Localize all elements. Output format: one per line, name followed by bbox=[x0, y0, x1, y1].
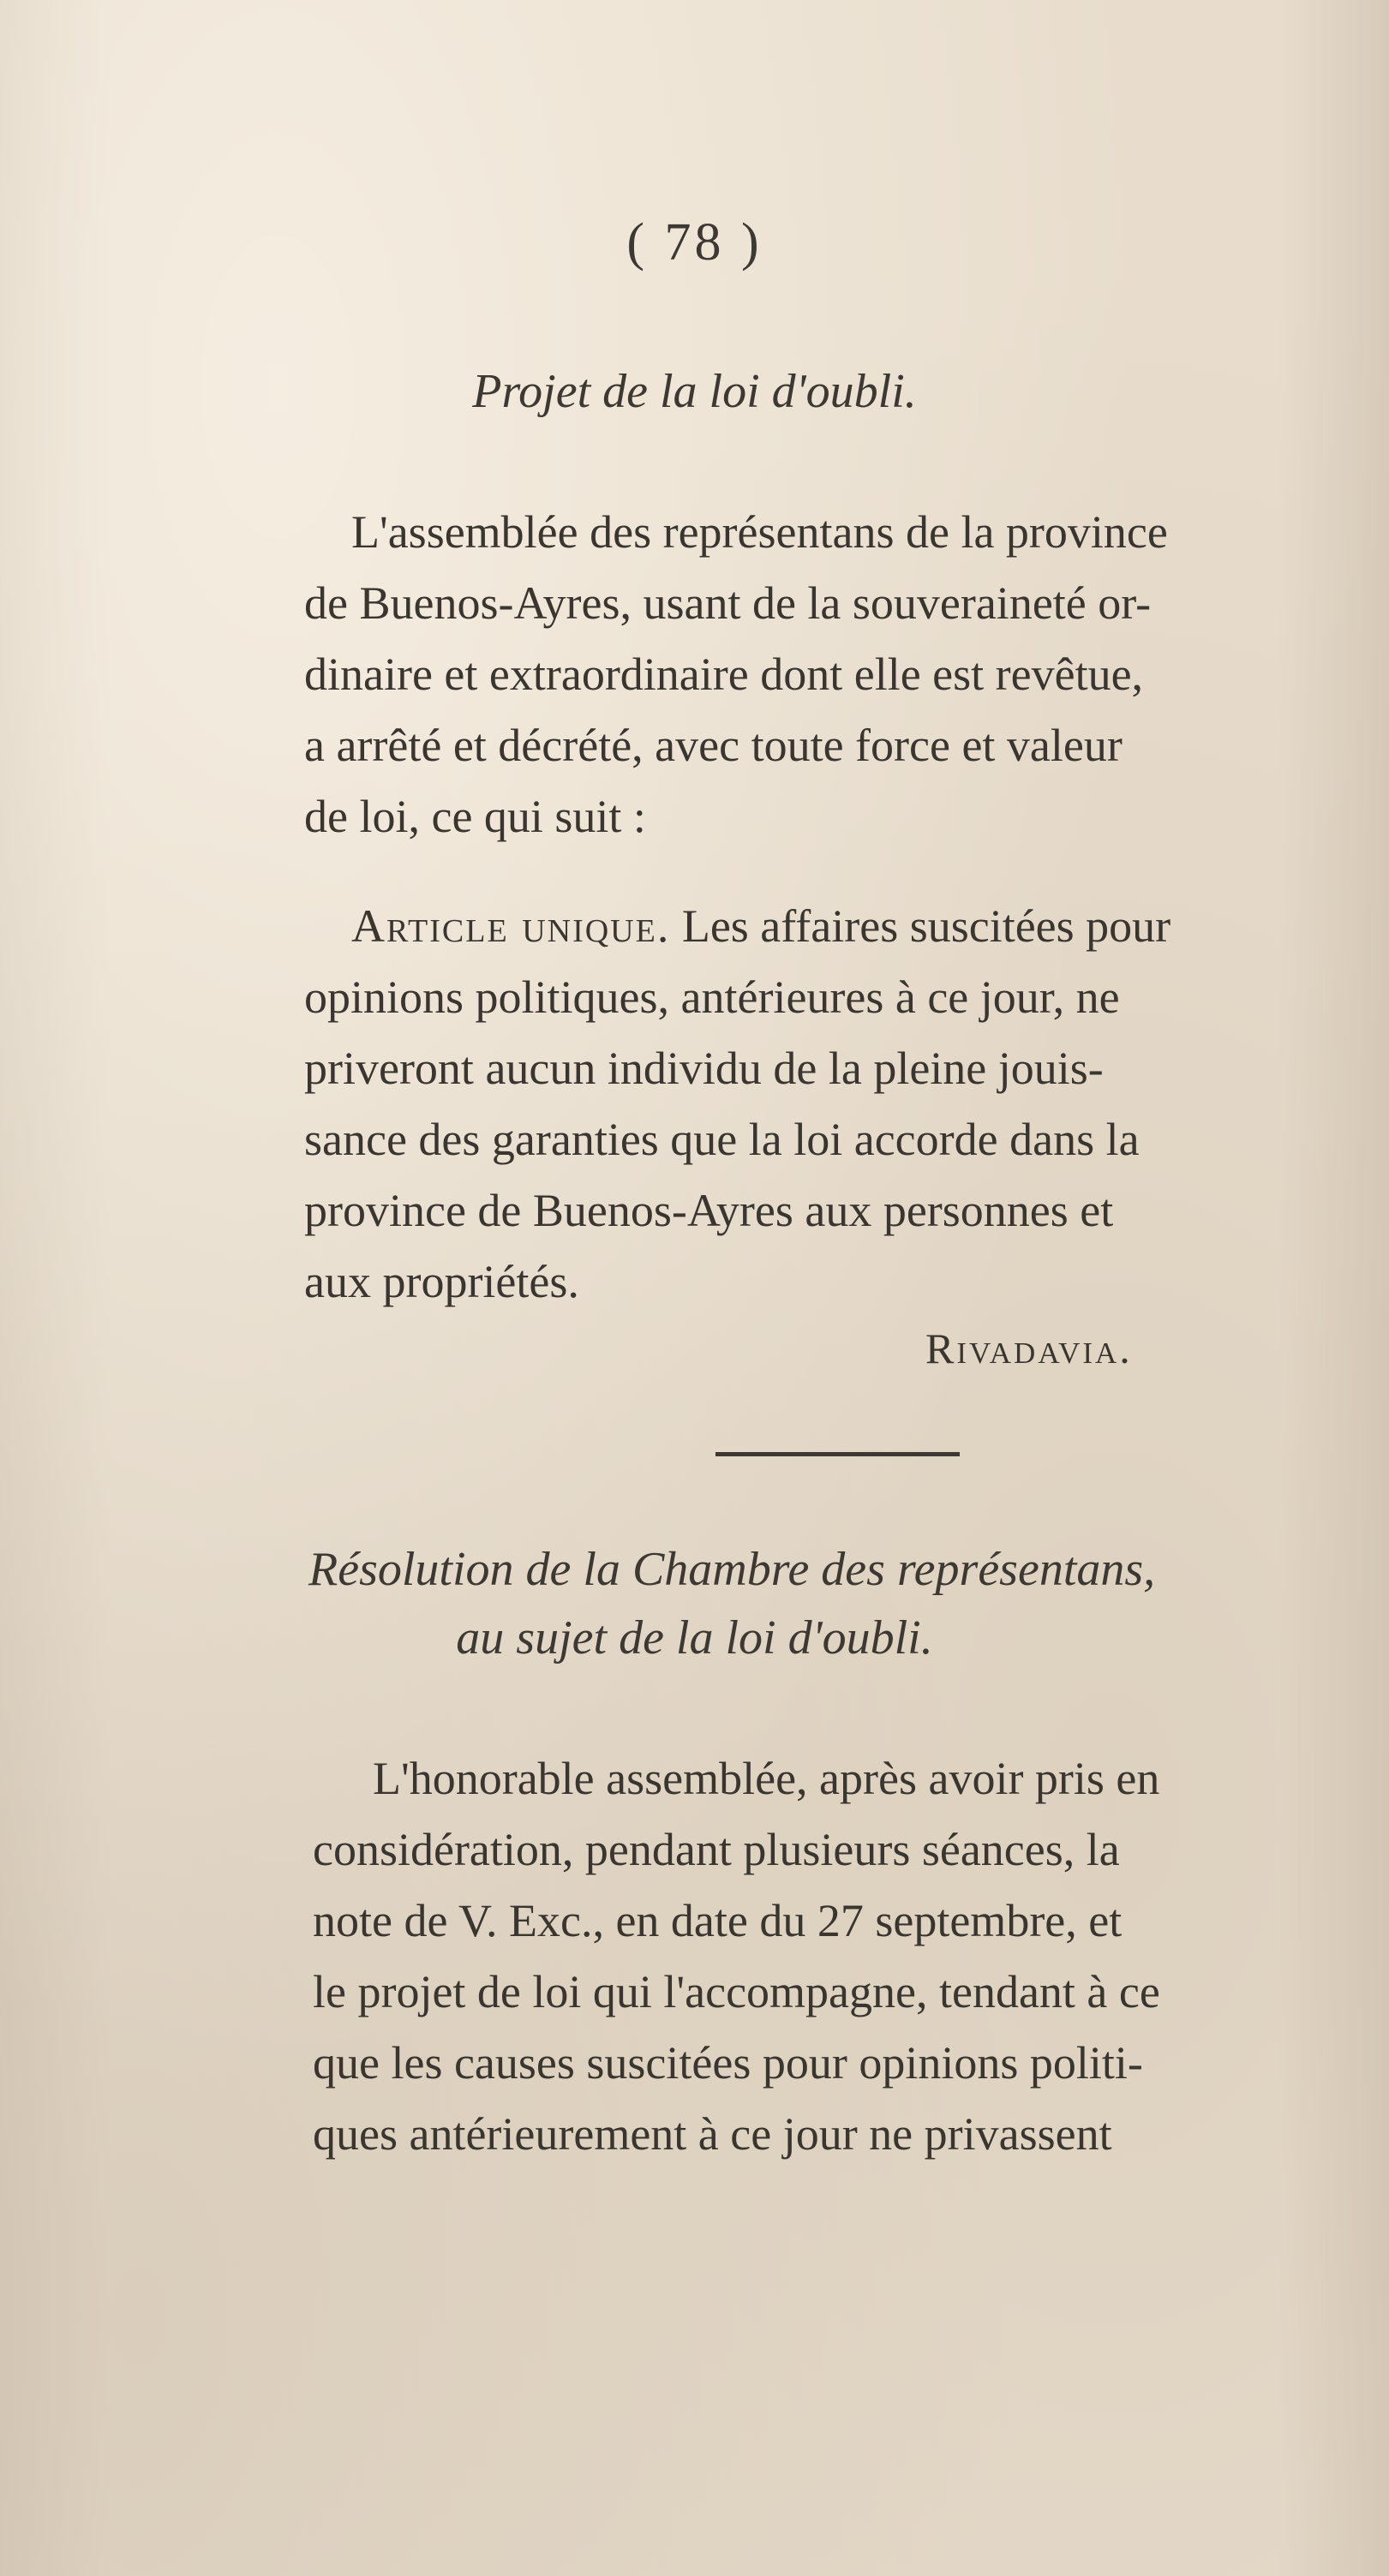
text-line: a arrêté et décrété, avec toute force et valeur bbox=[304, 720, 1123, 771]
signature-rivadavia: Rivadavia. bbox=[925, 1324, 1133, 1372]
text-line: de Buenos-Ayres, usant de la souveraineté or- bbox=[304, 577, 1152, 629]
text-line: note de V. Exc., en date du 27 septembre, et bbox=[313, 1895, 1123, 1946]
text-line: sance des garanties que la loi accorde dans la bbox=[304, 1114, 1140, 1165]
text-line: le projet de loi qui l'accompagne, tendant à ce bbox=[313, 1966, 1160, 2017]
article-first-line-rest: Les affaires suscitées pour bbox=[681, 900, 1171, 952]
text-line: dinaire et extraordinaire dont elle est revêtue, bbox=[304, 648, 1144, 700]
text-line: que les causes suscitées pour opinions politi- bbox=[313, 2037, 1143, 2089]
section-heading-resolution-line2: au sujet de la loi d'oubli. bbox=[456, 1611, 933, 1665]
text-line: L'assemblée des représentans de la province bbox=[351, 506, 1168, 558]
section-heading-projet: Projet de la loi d'oubli. bbox=[472, 365, 917, 418]
text-line: L'honorable assemblée, après avoir pris en bbox=[373, 1753, 1160, 1804]
text-line: opinions politiques, antérieures à ce jour, ne bbox=[304, 971, 1120, 1023]
text-line: considération, pendant plusieurs séances, la bbox=[313, 1824, 1120, 1875]
article-label: Article unique. bbox=[351, 900, 671, 952]
text-line: province de Buenos-Ayres aux personnes et bbox=[304, 1185, 1114, 1236]
text-line: priveront aucun individu de la pleine jouis- bbox=[304, 1043, 1104, 1094]
article-first-line bbox=[351, 900, 1170, 953]
page-number: ( 78 ) bbox=[626, 213, 763, 272]
text-line: de loi, ce qui suit : bbox=[304, 791, 646, 842]
section-divider-rule bbox=[715, 1452, 960, 1456]
section-heading-resolution-line1: Résolution de la Chambre des représentans, bbox=[308, 1543, 1156, 1596]
text-line: ques antérieurement à ce jour ne privassent bbox=[313, 2108, 1112, 2160]
text-line: aux propriétés. bbox=[304, 1256, 579, 1307]
